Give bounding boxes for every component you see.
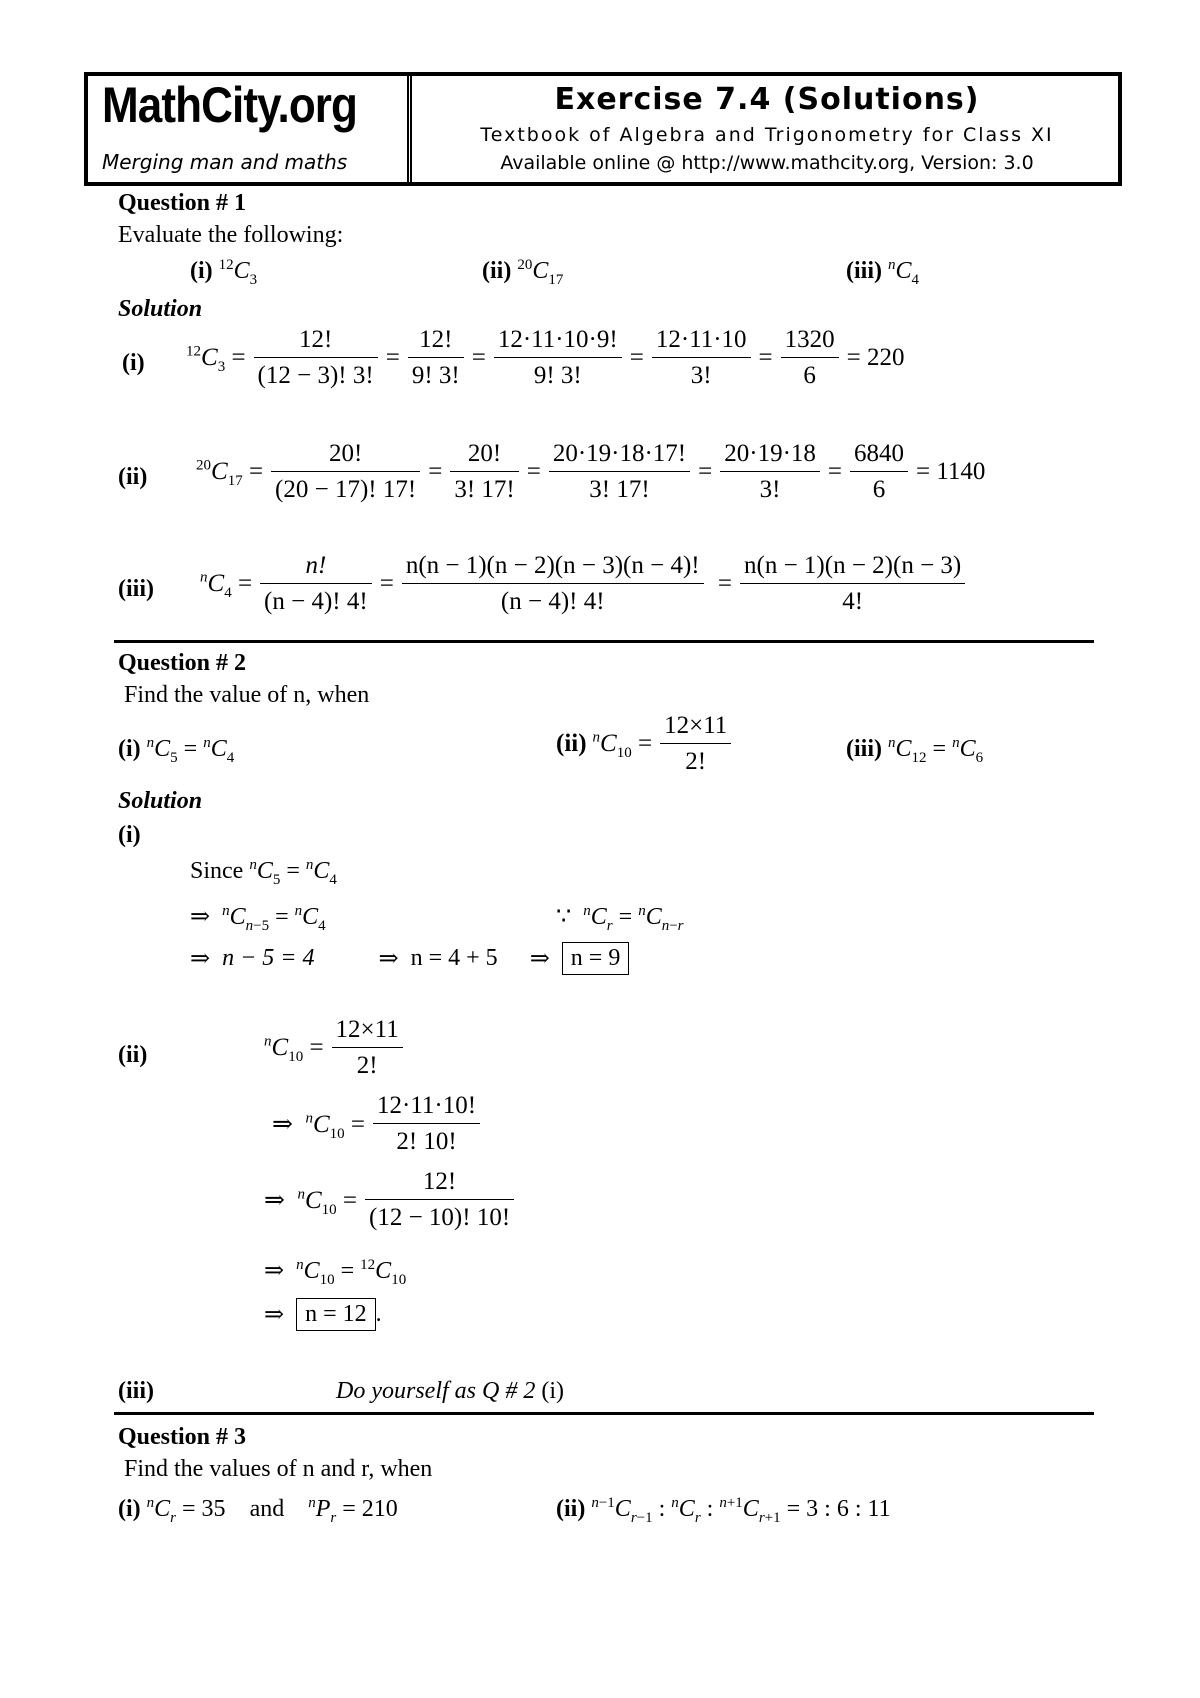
q2-sol-iii-label: (iii) [118,1378,154,1404]
fraction: $\frac{20!}{3! 17!}$ [450,440,518,504]
fraction: $\frac{n(n - 1)(n - 2)(n - 3)}{4!}$ [740,552,965,616]
fraction: $\frac{12\cdot 11\cdot 10}{3!}$ [652,326,751,390]
q1-part-ii: (ii) $^{20}C_{17}$ [482,257,564,288]
logo-panel [88,76,412,182]
q2-i-step2: ⇒ $^nC_{n-5} = ^nC_4$ [190,903,326,934]
question-1-prompt: Evaluate the following: [118,222,344,248]
q2-iii-note: Do yourself as Q # 2 (i) [336,1378,564,1404]
q2-part-ii: (ii) $^nC_{10}$ = $\frac{12\times 11}{2!}$ [556,712,733,776]
fraction: $\frac{12\cdot 11\cdot 10\cdot 9!}{9! 3!}$ [494,326,622,390]
q1-sol-iii-equation: $^nC_4$ = $\frac{n!}{(n - 4)! 4!}$ = $\frac{n(n - 1)(n - 2)(n - 3)(n - 4)!}{(n - 4)! 4!}$ = $\frac{n(n - 1)(n - 2)(n - 3)}{4!}$ [200,552,967,616]
q1-ii-result: = 1140 [916,458,986,485]
fraction: $\frac{6840}{6}$ [850,440,908,504]
q2-part-i-label: (i) [118,736,141,762]
question-1-heading: Question # 1 [118,190,247,216]
q1-sol-ii-label: (ii) [118,464,148,490]
q1-sol-ii-equation: $^{20}C_{17}$ = $\frac{20!}{(20 - 17)! 17!}$ = $\frac{20!}{3! 17!}$ = $\frac{20\cdot 19\cdot 18\cdot 17!}{3! 17!}$ = $\frac{20\cdot 19\cdot 18}{3!}$ = $\frac{6840}{6}$ = 1140 [196,440,986,503]
section-divider [114,1412,1094,1415]
fraction: $\frac{n!}{(n - 4)! 4!}$ [260,552,372,616]
site-tagline: Merging man and maths [102,150,348,174]
q1-part-iii: (iii) $^nC_4$ [846,257,920,288]
q1-part-iii-label: (iii) [846,258,882,284]
fraction: $\frac{12!}{(12 - 3)! 3!}$ [254,326,378,390]
q1-solution-label: Solution [118,296,203,322]
q1-part-i: (i) $^{12}C_3$ [190,257,258,288]
site-logo: MathCity.org [102,77,358,133]
question-2-prompt: Find the value of n, when [124,682,370,708]
q2-sol-ii-label: (ii) [118,1042,148,1068]
q1-sol-iii-label: (iii) [118,576,154,602]
q2-part-iii-label: (iii) [846,736,882,762]
fraction: $\frac{1320}{6}$ [781,326,839,390]
q1-part-i-label: (i) [190,258,213,284]
q1-part-ii-label: (ii) [482,258,512,284]
fraction: $\frac{20\cdot 19\cdot 18}{3!}$ [720,440,820,504]
fraction: $\frac{n(n - 1)(n - 2)(n - 3)(n - 4)!}{(n - 4)! 4!}$ [402,552,704,616]
fraction: $\frac{12\cdot 11\cdot 10!}{2! 10!}$ [373,1092,480,1156]
fraction: $\frac{12\times 11}{2!}$ [660,712,731,776]
answer-box: n = 9 [562,942,630,975]
textbook-subtitle: Textbook of Algebra and Trigonometry for Class XI [480,124,1054,146]
fraction: $\frac{12!}{9! 3!}$ [408,326,464,390]
q2-ii-step5: ⇒ n = 12 . [264,1298,382,1331]
answer-box: n = 12 [296,1298,376,1331]
exercise-title: Exercise 7.4 (Solutions) [554,82,980,117]
question-2-heading: Question # 2 [118,650,247,676]
q2-i-step3: ⇒ n − 5 = 4 ⇒ n = 4 + 5 ⇒ n = 9 [190,942,629,975]
availability-line: Available online @ http://www.mathcity.org, Version: 3.0 [500,152,1034,174]
page-header [84,72,1122,186]
q2-ii-step2: ⇒ $^nC_{10}$ = $\frac{12\cdot 11\cdot 10!}{2! 10!}$ [272,1092,482,1156]
q2-part-iii: (iii) $^nC_{12} = ^nC_6$ [846,735,984,766]
q2-part-ii-label: (ii) [556,730,587,757]
fraction: $\frac{12!}{(12 - 10)! 10!}$ [365,1168,514,1232]
q2-solution-label: Solution [118,788,203,814]
q2-sol-i-label: (i) [118,822,141,848]
fraction: $\frac{12\times 11}{2!}$ [332,1016,403,1080]
q2-i-reason: ∵ $^nC_r = ^nC_{n-r}$ [556,903,684,934]
q1-sol-i-equation: $^{12}C_3$ = $\frac{12!}{(12 - 3)! 3!}$ = $\frac{12!}{9! 3!}$ = $\frac{12\cdot 11\cdot 10\cdot 9!}{9! 3!}$ = $\frac{12\cdot 11\cdot 10}{3!}$ = $\frac{1320}{6}$ = 220 [186,326,905,389]
q2-ii-step1: $^nC_{10}$ = $\frac{12\times 11}{2!}$ [264,1016,405,1080]
question-3-prompt: Find the values of n and r, when [124,1456,433,1482]
q3-part-i: (i) $^nC_r = 35$ and $^nP_r = 210$ [118,1495,398,1526]
q2-ii-step3: ⇒ $^nC_{10}$ = $\frac{12!}{(12 - 10)! 10!}$ [264,1168,516,1232]
fraction: $\frac{20\cdot 19\cdot 18\cdot 17!}{3! 17!}$ [549,440,690,504]
question-3-heading: Question # 3 [118,1424,247,1450]
q1-i-result: = 220 [846,344,905,371]
q3-part-ii-label: (ii) [556,1496,586,1522]
q1-sol-i-label: (i) [122,350,145,376]
q2-part-i: (i) $^nC_5 = ^nC_4$ [118,735,235,766]
q2-i-since: Since $^nC_5 = ^nC_4$ [190,857,337,888]
q3-part-ii: (ii) $^{n-1}C_{r-1}$ : $^nC_r$ : $^{n+1}C_{r+1} = 3$ : 6 : 11 [556,1495,891,1526]
q2-ii-step4: ⇒ $^nC_{10} = ^{12}C_{10}$ [264,1257,407,1288]
section-divider [114,640,1094,643]
q3-part-i-label: (i) [118,1496,141,1522]
fraction: $\frac{20!}{(20 - 17)! 17!}$ [271,440,420,504]
